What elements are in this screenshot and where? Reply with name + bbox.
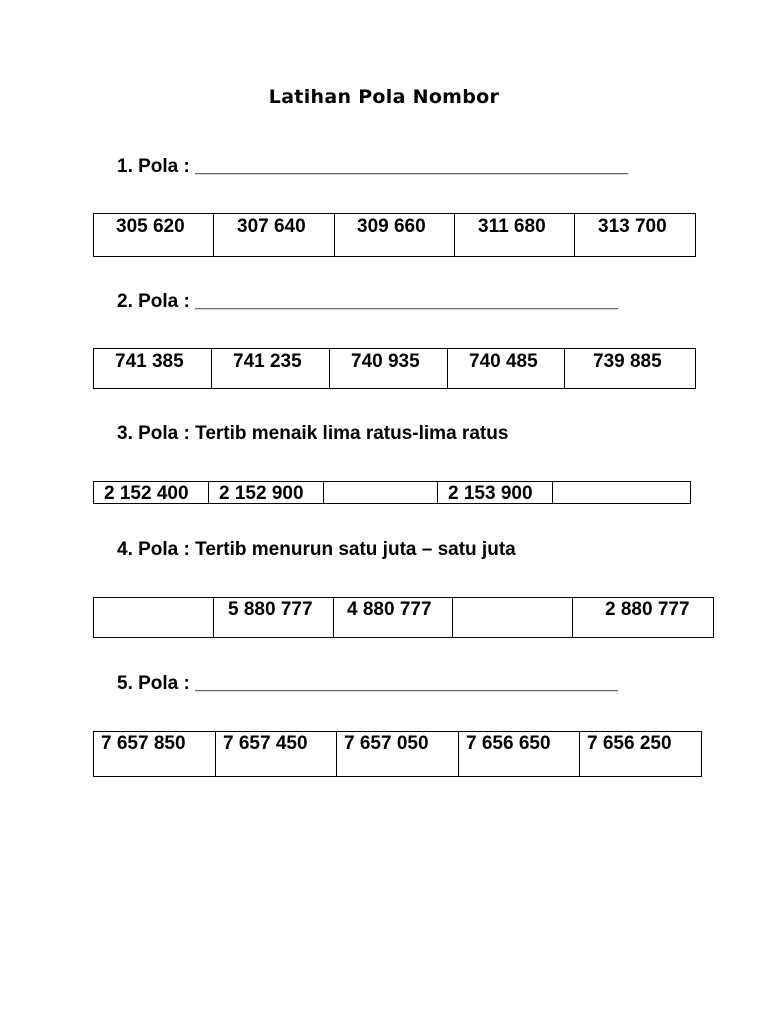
question-2-cell-1: 741 385 bbox=[94, 349, 212, 388]
question-3-label: 3. Pola : Tertib menaik lima ratus-lima ratus bbox=[117, 423, 509, 444]
question-1-cell-4: 311 680 bbox=[455, 214, 575, 256]
worksheet-title: Latihan Pola Nombor bbox=[268, 86, 500, 108]
question-5-cell-1: 7 657 850 bbox=[94, 732, 216, 776]
question-4-label: 4. Pola : Tertib menurun satu juta – satu juta bbox=[117, 539, 516, 560]
question-5-cell-4: 7 656 650 bbox=[459, 732, 580, 776]
question-3-table bbox=[93, 481, 691, 504]
question-4-cell-1 bbox=[94, 598, 214, 637]
question-5-cell-2: 7 657 450 bbox=[216, 732, 337, 776]
question-1-cell-2: 307 640 bbox=[214, 214, 335, 256]
question-2-table bbox=[93, 348, 696, 389]
question-4-cell-4 bbox=[453, 598, 573, 637]
question-1-cell-3: 309 660 bbox=[335, 214, 455, 256]
question-3-cell-1: 2 152 400 bbox=[94, 482, 209, 503]
question-1-label: 1. Pola : _________________________________________ bbox=[117, 156, 629, 177]
question-5-label: 5. Pola : ________________________________________ bbox=[117, 673, 618, 694]
question-1-cell-5: 313 700 bbox=[598, 216, 667, 237]
question-2-cell-3: 740 935 bbox=[330, 349, 448, 388]
question-3-cell-5 bbox=[553, 482, 690, 503]
question-3-cell-4: 2 153 900 bbox=[438, 482, 553, 503]
question-4-cell-3: 4 880 777 bbox=[334, 598, 453, 637]
question-3-cell-2: 2 152 900 bbox=[209, 482, 324, 503]
question-4-cell-2: 5 880 777 bbox=[214, 598, 334, 637]
question-5-table bbox=[93, 731, 702, 777]
question-2-cell-2: 741 235 bbox=[212, 349, 330, 388]
question-5-cell-5: 7 656 250 bbox=[587, 733, 672, 754]
question-5-cell-3: 7 657 050 bbox=[337, 732, 459, 776]
question-1-cell-1: 305 620 bbox=[94, 214, 214, 256]
question-4-table bbox=[93, 597, 714, 638]
question-4-cell-5: 2 880 777 bbox=[605, 599, 690, 620]
question-1-table bbox=[93, 213, 696, 257]
question-2-label: 2. Pola : ________________________________________ bbox=[117, 291, 618, 312]
question-2-cell-4: 740 485 bbox=[448, 349, 565, 388]
question-3-cell-3 bbox=[324, 482, 438, 503]
question-2-cell-5: 739 885 bbox=[593, 351, 662, 372]
